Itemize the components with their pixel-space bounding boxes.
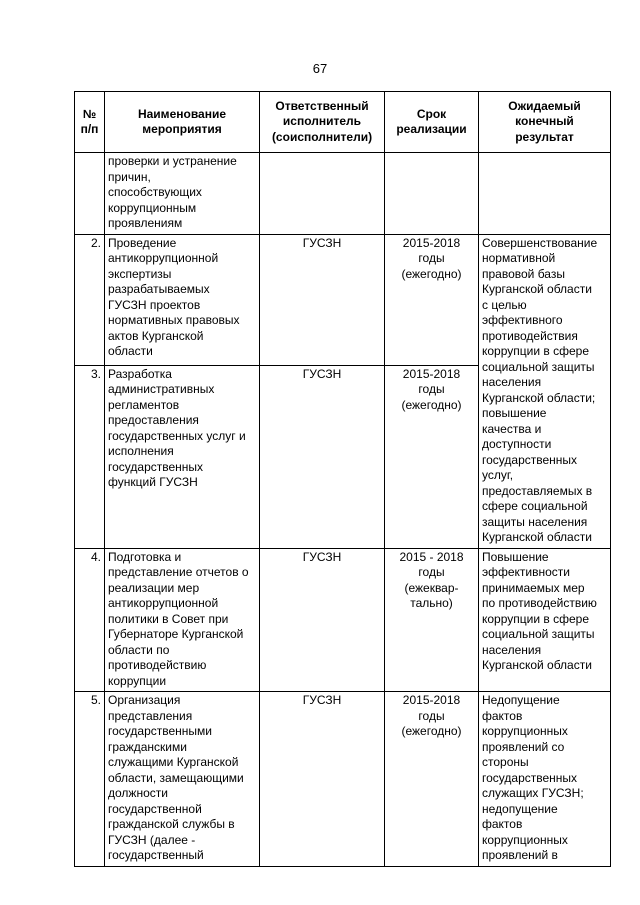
expected-result: Совершенствование нормативной правовой базы Курганской области с целью эффективного противодействия коррупции в сфере социальной защиты населения Курганской области; повышение качества и доступности государственных услуг, предоставляемых в сфере социальной защиты населения Курганской области	[479, 234, 611, 548]
row-number: 4.	[75, 548, 105, 692]
header-number: № п/п	[75, 92, 105, 153]
header-executor: Ответственный исполнитель (соисполнители)	[260, 92, 385, 153]
term: 2015-2018 годы (ежегодно)	[385, 234, 479, 365]
expected-result	[479, 153, 611, 235]
row-number: 5.	[75, 692, 105, 867]
executor: ГУСЗН	[260, 548, 385, 692]
term: 2015-2018 годы (ежегодно)	[385, 365, 479, 548]
header-expected-result: Ожидаемый конечный результат	[479, 92, 611, 153]
header-term: Срок реализации	[385, 92, 479, 153]
activity-name: Организация представления государственными гражданскими служащими Курганской области, замещающими должности государственной гражданской службы в ГУСЗН (далее - государственный	[105, 692, 260, 867]
expected-result: Недопущение фактов коррупционных проявлений со стороны государственных служащих ГУСЗН; недопущение фактов коррупционных проявлений в	[479, 692, 611, 867]
table-row	[75, 692, 611, 867]
term: 2015-2018 годы (ежегодно)	[385, 692, 479, 867]
row-number: 2.	[75, 234, 105, 365]
term: 2015 - 2018 годы (ежеквар- тально)	[385, 548, 479, 692]
table-header-row	[75, 92, 611, 153]
row-number: 3.	[75, 365, 105, 548]
page-number: 67	[312, 61, 328, 76]
executor: ГУСЗН	[260, 365, 385, 548]
header-activity-name: Наименование мероприятия	[105, 92, 260, 153]
activity-name: Разработка административных регламентов предоставления государственных услуг и исполнения государственных функций ГУСЗН	[105, 365, 260, 548]
executor: ГУСЗН	[260, 234, 385, 365]
activity-name: Проведение антикоррупционной экспертизы разрабатываемых ГУСЗН проектов нормативных правовых актов Курганской области	[105, 234, 260, 365]
table-row	[75, 548, 611, 692]
anticorruption-plan-table	[74, 91, 611, 867]
expected-result: Повышение эффективности принимаемых мер по противодействию коррупции в сфере социальной защиты населения Курганской области	[479, 548, 611, 692]
table-row	[75, 234, 611, 365]
table-row	[75, 153, 611, 235]
term	[385, 153, 479, 235]
executor	[260, 153, 385, 235]
activity-name: проверки и устранение причин, способствующих коррупционным проявлениям	[105, 153, 260, 235]
activity-name: Подготовка и представление отчетов о реализации мер антикоррупционной политики в Совет при Губернаторе Курганской области по противодействию коррупции	[105, 548, 260, 692]
executor: ГУСЗН	[260, 692, 385, 867]
row-number	[75, 153, 105, 235]
